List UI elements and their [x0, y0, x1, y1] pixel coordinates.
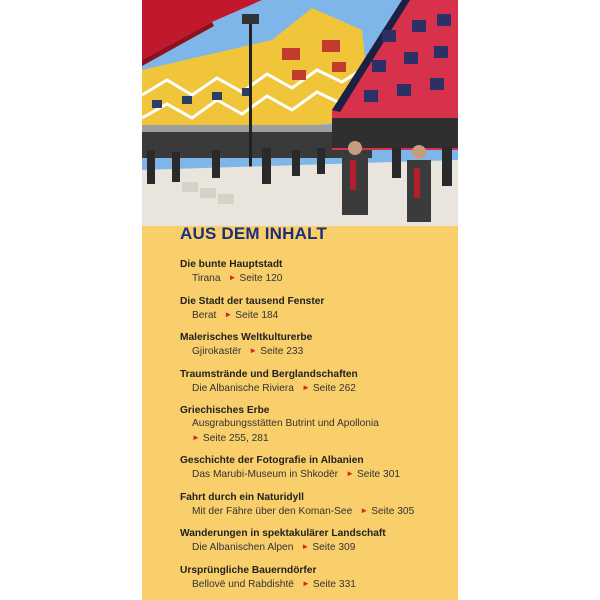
entry-title: Die bunte Hauptstadt — [180, 259, 283, 270]
toc-entry — [180, 564, 452, 592]
toc-entry — [180, 527, 452, 555]
entry-subline — [180, 467, 452, 482]
entry-subline — [180, 271, 452, 286]
arrow-right-icon: ► — [301, 542, 310, 551]
toc-entry — [180, 491, 452, 519]
toc-entry — [180, 331, 452, 359]
entry-subline — [180, 417, 452, 445]
entry-title: Geschichte der Fotografie in Albanien — [180, 455, 364, 466]
arrow-right-icon: ► — [192, 432, 200, 442]
toc-entry — [180, 258, 452, 286]
entry-title: Die Stadt der tausend Fenster — [180, 295, 325, 307]
entry-subline — [180, 540, 452, 555]
section-heading: AUS DEM INHALT — [180, 224, 327, 243]
entry-page: Seite 305 — [371, 505, 415, 517]
arrow-right-icon: ► — [301, 578, 310, 588]
entry-subline — [180, 577, 452, 592]
entry-place: Mit der Fähre über den Koman-See — [192, 505, 353, 517]
entry-subline — [180, 308, 452, 323]
entry-title: Griechisches Erbe — [180, 405, 270, 416]
entry-subline — [180, 381, 452, 396]
entry-place: Die Albanische Riviera — [192, 382, 294, 394]
arrow-right-icon: ► — [249, 346, 258, 355]
entry-place: Die Albanischen Alpen — [192, 542, 294, 553]
entry-title: Traumstrände und Berglandschaften — [180, 368, 358, 380]
entry-page: Seite 309 — [312, 542, 356, 553]
toc-entry — [180, 368, 452, 396]
entry-page: Seite 233 — [260, 346, 304, 357]
photo-tirana-street — [142, 0, 458, 226]
entry-title: Wanderungen in spektakulärer Landschaft — [180, 528, 386, 539]
entry-page: Seite 262 — [312, 382, 356, 394]
entry-place: Tirana — [192, 273, 221, 284]
arrow-right-icon: ► — [360, 505, 369, 515]
entry-page: Seite 301 — [357, 469, 401, 480]
arrow-right-icon: ► — [301, 382, 310, 392]
arrow-right-icon: ► — [346, 469, 354, 478]
entry-title: Ursprüngliche Bauerndörfer — [180, 564, 317, 576]
toc-entry — [180, 454, 452, 482]
entry-page: Seite 120 — [239, 273, 283, 284]
brochure-panel — [142, 0, 458, 600]
entry-place: Das Marubi-Museum in Shkodër — [192, 469, 339, 480]
entry-page: Seite 331 — [312, 578, 356, 590]
entry-subline — [180, 504, 452, 519]
table-of-contents — [180, 258, 452, 600]
toc-entry — [180, 404, 452, 445]
entry-place: Ausgrabungsstätten Butrint und Apollonia — [192, 418, 379, 429]
entry-subline — [180, 344, 452, 359]
entry-place: Gjirokastër — [192, 346, 242, 357]
entry-place: Berat — [192, 309, 217, 321]
arrow-right-icon: ► — [228, 273, 237, 282]
entry-place: Bellovë und Rabdishtë — [192, 578, 294, 590]
entry-title: Fahrt durch ein Naturidyll — [180, 491, 304, 503]
photo-illustration — [142, 0, 458, 226]
entry-page: Seite 184 — [235, 309, 279, 321]
entry-title: Malerisches Weltkulturerbe — [180, 332, 313, 343]
entry-page: Seite 255, 281 — [202, 432, 269, 444]
arrow-right-icon: ► — [224, 309, 233, 319]
toc-entry — [180, 295, 452, 323]
